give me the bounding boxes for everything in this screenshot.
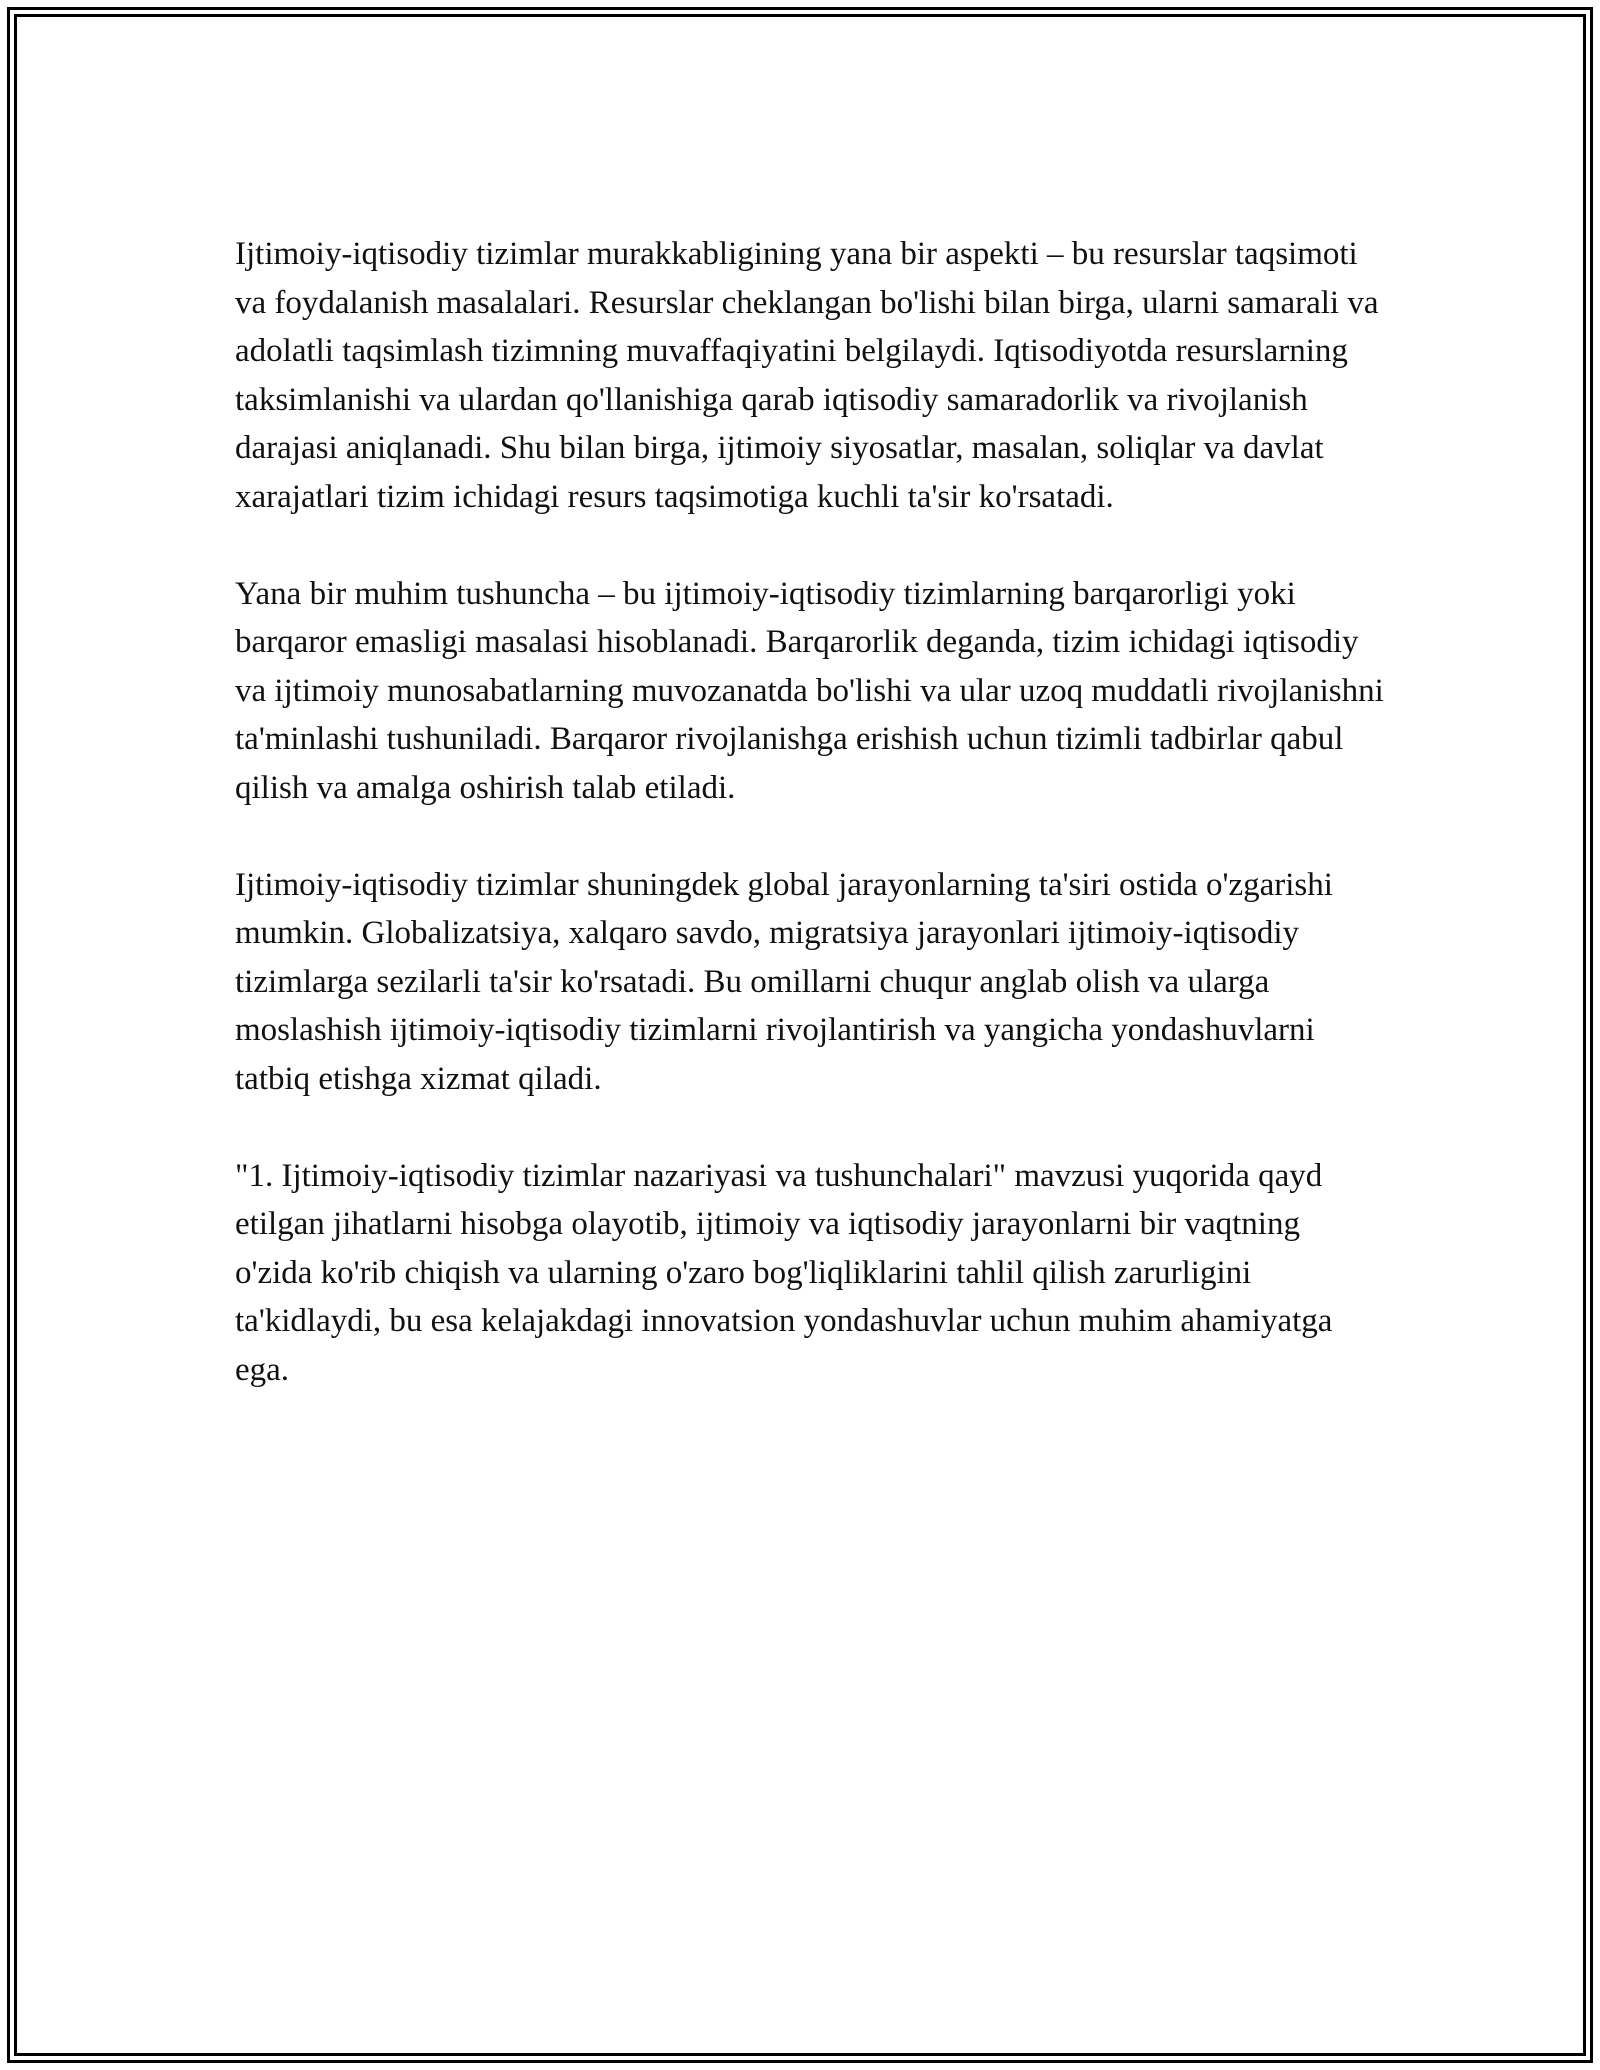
paragraph-resources: Ijtimoiy-iqtisodiy tizimlar murakkabligining yana bir aspekti – bu resurslar taqsimoti va foydalanish masalalari. Resurslar cheklangan bo'lishi bilan birga, ularni samarali va adolatli taqsimlash tizimning muvaffaqiyatini belgilaydi. Iqtisodiyotda resurslarning taksimlanishi va ulardan qo'llanishiga qarab iqtisodiy samaradorlik va rivojlanish darajasi aniqlanadi. Shu bilan birga, ijtimoiy siyosatlar, masalan, soliqlar va davlat xarajatlari tizim ichidagi resurs taqsimotiga kuchli ta'sir ko'rsatadi. xyxy=(235,236,1379,515)
document-body xyxy=(235,230,1385,1443)
paragraph-globalization: Ijtimoiy-iqtisodiy tizimlar shuningdek global jarayonlarning ta'siri ostida o'zgarishi mumkin. Globalizatsiya, xalqaro savdo, migratsiya jarayonlari ijtimoiy-iqtisodiy tizimlarga sezilarli ta'sir ko'rsatadi. Bu omillarni chuqur anglab olish va ularga moslashish ijtimoiy-iqtisodiy tizimlarni rivojlantirish va yangicha yondashuvlarni tatbiq etishga xizmat qiladi. xyxy=(235,866,1333,1097)
paragraph-stability: Yana bir muhim tushuncha – bu ijtimoiy-iqtisodiy tizimlarning barqarorligi yoki barqaror emasligi masalasi hisoblanadi. Barqarorlik deganda, tizim ichidagi iqtisodiy va ijtimoiy munosabatlarning muvozanatda bo'lishi va ular uzoq muddatli rivojlanishni ta'minlashi tushuniladi. Barqaror rivojlanishga erishish uchun tizimli tadbirlar qabul qilish va amalga oshirish talab etiladi. xyxy=(235,575,1384,806)
paragraph-conclusion: "1. Ijtimoiy-iqtisodiy tizimlar nazariyasi va tushunchalari" mavzusi yuqorida qayd etilgan jihatlarni hisobga olayotib, ijtimoiy va iqtisodiy jarayonlarni bir vaqtning o'zida ko'rib chiqish va ularning o'zaro bog'liqliklarini tahlil qilish zarurligini ta'kidlaydi, bu esa kelajakdagi innovatsion yondashuvlar uchun muhim ahamiyatga ega. xyxy=(235,1157,1333,1388)
